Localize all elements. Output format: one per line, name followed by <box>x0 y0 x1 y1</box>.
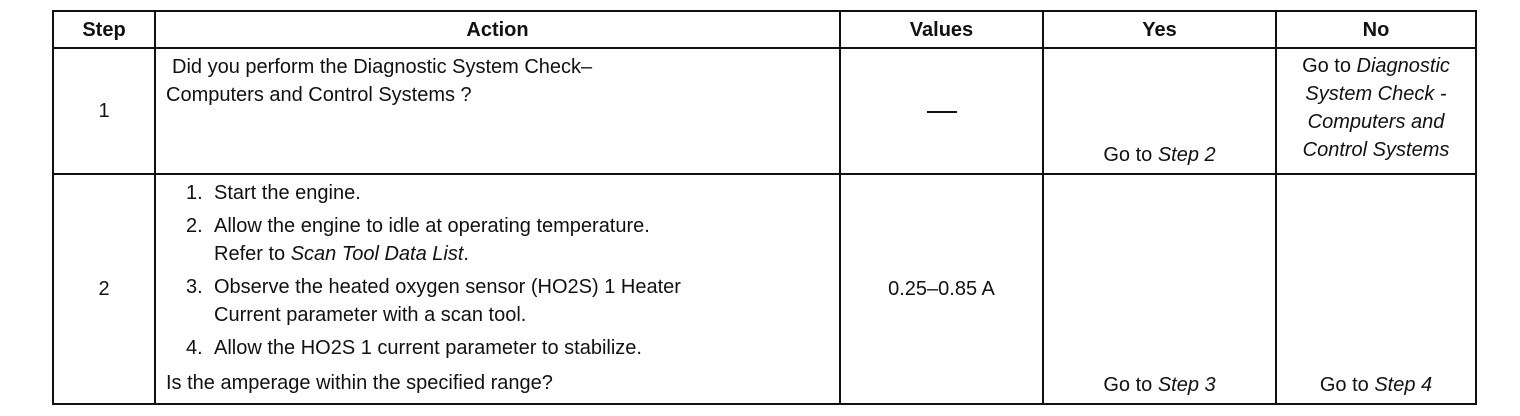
no-value-dash <box>927 100 957 123</box>
list-item: 4. Allow the HO2S 1 current parameter to stabilize. <box>186 337 642 359</box>
header-action: Action <box>155 11 840 48</box>
table-row <box>53 48 1476 174</box>
list-item: 1. Start the engine. <box>186 182 361 204</box>
values-cell: 0.25–0.85 A <box>840 174 1043 404</box>
table-row <box>53 174 1476 404</box>
values-cell <box>840 48 1043 174</box>
procedure-link[interactable]: Computers and <box>1307 111 1445 133</box>
yes-goto: Go to Step 2 <box>1103 144 1216 166</box>
reference-link[interactable]: Scan Tool Data List <box>290 243 464 265</box>
action-cell <box>155 174 840 404</box>
action-text: Did you perform the Diagnostic System Check– <box>172 56 593 78</box>
procedure-link[interactable]: Diagnostic <box>1356 55 1450 77</box>
step-link[interactable]: Step 2 <box>1157 144 1216 166</box>
no-goto: Go to Diagnostic <box>1302 55 1450 77</box>
step-link[interactable]: Step 4 <box>1374 374 1433 396</box>
no-cell <box>1276 48 1476 174</box>
diagnostic-table <box>52 10 1477 405</box>
no-cell <box>1276 174 1476 404</box>
procedure-link[interactable]: System Check - <box>1305 83 1447 105</box>
no-goto: Go to Step 4 <box>1319 374 1433 396</box>
header-step: Step <box>53 11 155 48</box>
yes-cell <box>1043 174 1276 404</box>
yes-cell <box>1043 48 1276 174</box>
step-number: 1 <box>53 48 155 174</box>
step-number: 2 <box>53 174 155 404</box>
header-yes: Yes <box>1043 11 1276 48</box>
procedure-link[interactable]: Control Systems <box>1302 139 1450 161</box>
step-link[interactable]: Step 3 <box>1157 374 1216 396</box>
header-values: Values <box>840 11 1043 48</box>
list-item: 2. Allow the engine to idle at operating temperature. Refer to Scan Tool Data List. <box>186 215 650 265</box>
list-item: 3. Observe the heated oxygen sensor (HO2S) 1 Heater Current parameter with a scan tool. <box>186 276 681 326</box>
header-no: No <box>1276 11 1476 48</box>
substep-list <box>156 179 839 362</box>
header-row <box>53 11 1476 48</box>
yes-goto: Go to Step 3 <box>1103 374 1216 396</box>
action-question: Is the amperage within the specified range? <box>166 372 553 394</box>
action-cell <box>155 48 840 174</box>
action-text: Computers and Control Systems ? <box>166 84 472 106</box>
